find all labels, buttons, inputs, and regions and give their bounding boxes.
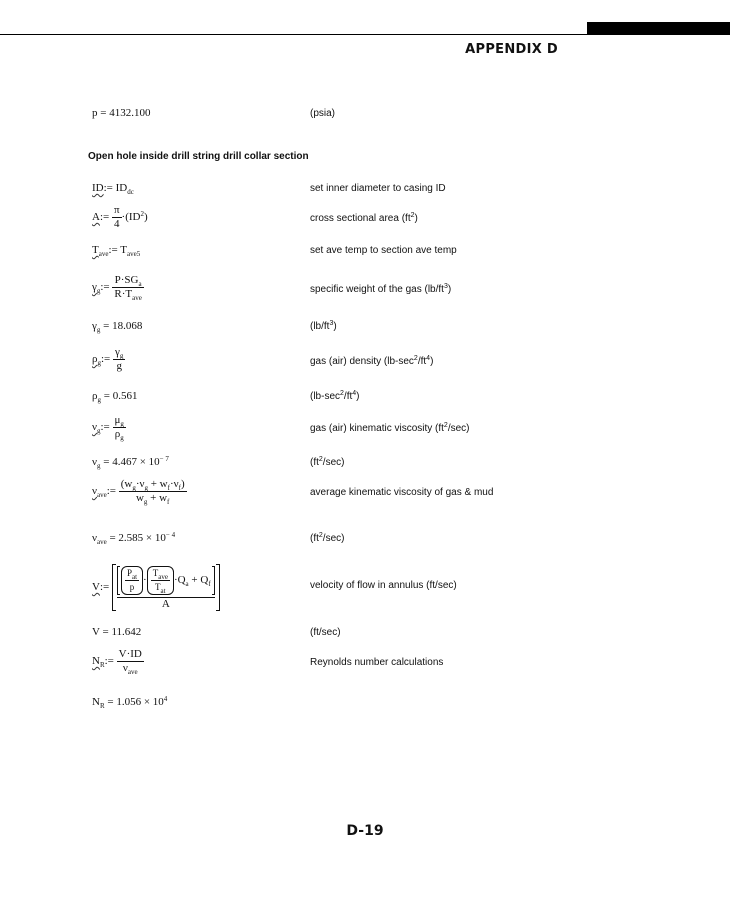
rho-unit: $(lb-\sec^2/ft^4)$ xyxy=(310,390,360,402)
area-description: cross sectional area $(ft^2)$ xyxy=(310,212,418,224)
nuave-unit: $(ft^2/\sec)$ xyxy=(310,532,345,544)
v-expression: $\frac{P_{at}}{p}$ · $\frac{T_{ave}}{T_{at}}$ $\cdot Q_a + Q_f$ A xyxy=(112,564,220,611)
gamma-result: $\gamma_g = 18.068$ xyxy=(92,320,143,334)
nu-unit: $(ft^2/\sec)$ xyxy=(310,456,345,468)
nuave-description: average kinematic viscosity of gas & mud xyxy=(310,487,494,498)
gamma-description: specific weight of the gas $(lb/ft^3)$ xyxy=(310,283,452,295)
id-definition: ID:= $ID_{dc}$ xyxy=(92,182,134,196)
header-rule xyxy=(0,34,730,35)
tave-description: set ave temp to section ave temp xyxy=(310,245,457,256)
v-description: velocity of flow in annulus (ft/sec) xyxy=(310,580,457,591)
v-unit: (ft/sec) xyxy=(310,627,341,638)
gamma-unit: $(lb/ft^3)$ xyxy=(310,320,337,332)
rho-description: gas (air) density $(lb-\sec^2/ft^4)$ xyxy=(310,355,434,367)
v-result: V = 11.642 xyxy=(92,626,142,638)
page-number: D-19 xyxy=(346,823,384,839)
rho-result: $\rho_g = 0.561$ xyxy=(92,390,138,404)
nu-definition: $\nu_g:=$ $\frac{\mu_g}{\rho_g}$ xyxy=(92,414,124,442)
nuave-result: $\nu_{ave} = 2.585 \times 10^{- 4}$ xyxy=(92,531,176,546)
p-result: p = 4132.100 xyxy=(92,107,151,119)
v-definition: V:= $\frac{P_{at}}{p}$ · $\frac{T_{ave}}{T_{at}}$ $\cdot Q_a + Q_f$ A xyxy=(92,564,220,611)
gamma-definition: $\gamma_g:=$ $\frac{P\cdot SG_a}{R\cdot T_{ave}}$ xyxy=(92,274,142,302)
tave-definition: $T_{ave}:= T_{ave5}$ xyxy=(92,244,141,258)
nr-definition: $N_R:=$ $\frac{V\cdot ID}{\nu_{ave}}$ xyxy=(92,648,142,676)
header-bar xyxy=(587,22,730,34)
nuave-definition: $\nu_{ave}:=$ $\frac{(w_g\cdot\nu_g + w_f\cdot\nu_f)}{w_g + w_f}$ xyxy=(92,478,185,506)
area-definition: A:= $\frac{\pi}{4}$ $\cdot(ID^2)$ xyxy=(92,204,148,230)
id-description: set inner diameter to casing ID xyxy=(310,183,446,194)
p-unit: (psia) xyxy=(310,108,336,119)
nr-result: $N_R = 1.056 \times 10^4$ xyxy=(92,695,168,710)
nu-description: gas (air) kinematic viscosity $(ft^2/\sec)$ xyxy=(310,422,470,434)
nu-result: $\nu_g = 4.467 \times 10^{- 7}$ xyxy=(92,455,169,470)
rho-definition: $\rho_g:=$ $\frac{\gamma_g}{g}$ xyxy=(92,346,124,372)
nr-description: Reynolds number calculations xyxy=(310,657,444,668)
section-heading: Open hole inside drill string drill collar section xyxy=(88,151,309,162)
appendix-label: APPENDIX D xyxy=(465,42,558,57)
